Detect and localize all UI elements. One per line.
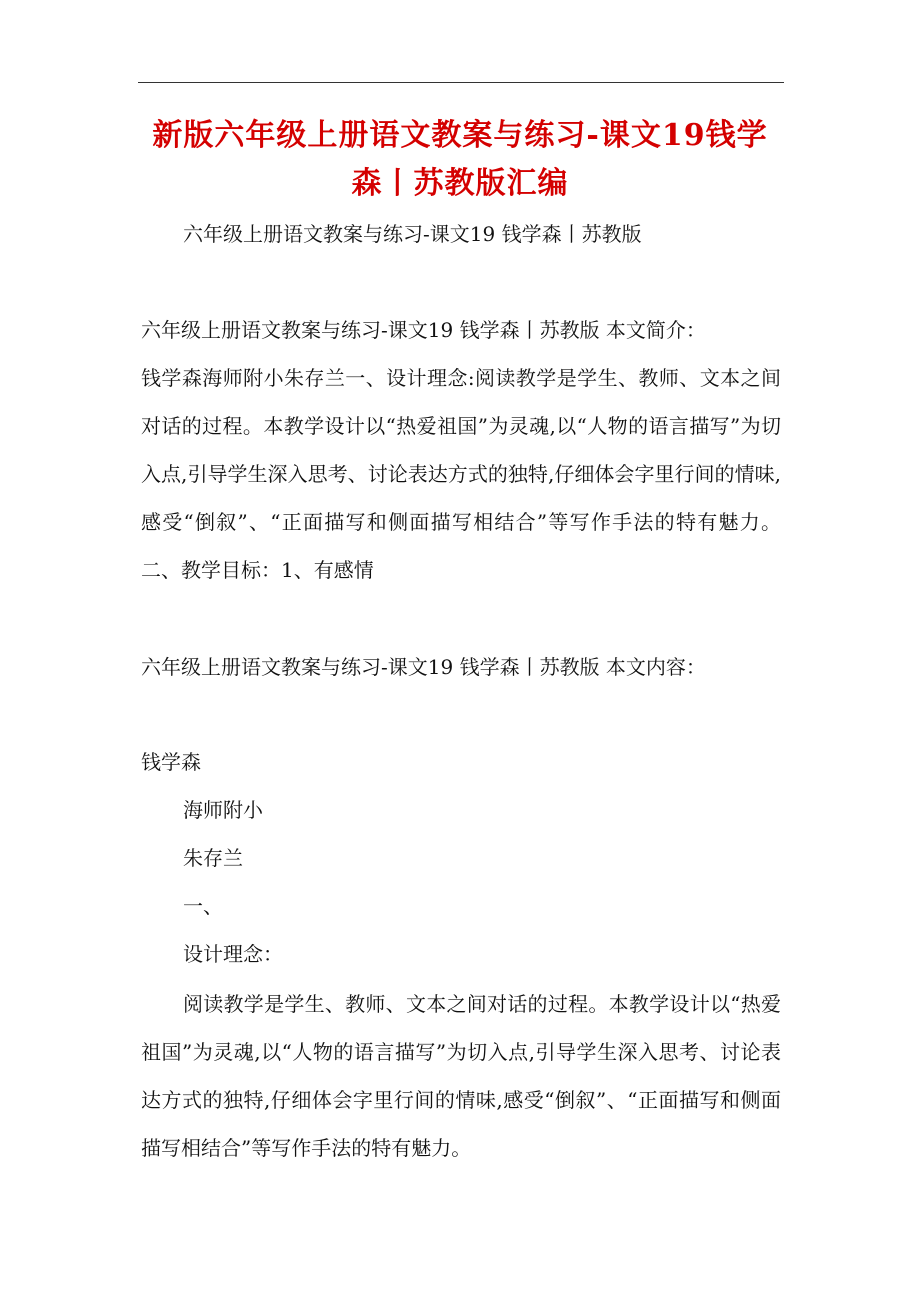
intro-heading: 六年级上册语文教案与练习-课文19 钱学森丨苏教版 本文简介：	[141, 318, 706, 342]
header-rule	[138, 82, 784, 83]
school-name: 海师附小	[183, 798, 263, 822]
intro-paragraph: 钱学森海师附小朱存兰一、设计理念:阅读教学是学生、教师、文本之间对话的过程。本教学设计以“热爱祖国”为灵魂,以“人物的语言描写”为切入点,引导学生深入思考、讨论表达方式的独特,仔细体会字里行间的情味,感受“倒叙”、“正面描写和侧面描写相结合”等写作手法的特有魅力。二、教学目标：1、有感情	[141, 366, 781, 582]
section-title: 设计理念：	[183, 942, 283, 966]
lesson-title: 钱学森	[141, 750, 201, 774]
section-number: 一、	[183, 894, 223, 918]
section-body: 阅读教学是学生、教师、文本之间对话的过程。本教学设计以“热爱祖国”为灵魂,以“人物的语言描写”为切入点,引导学生深入思考、讨论表达方式的独特,仔细体会字里行间的情味,感受“倒叙”、“正面描写和侧面描写相结合”等写作手法的特有魅力。	[141, 992, 781, 1160]
document-title: 新版六年级上册语文教案与练习-课文19钱学森丨苏教版汇编	[152, 118, 768, 201]
author-name: 朱存兰	[183, 846, 243, 870]
content-heading: 六年级上册语文教案与练习-课文19 钱学森丨苏教版 本文内容：	[141, 655, 706, 679]
document-subtitle: 六年级上册语文教案与练习-课文19 钱学森丨苏教版	[183, 222, 642, 246]
